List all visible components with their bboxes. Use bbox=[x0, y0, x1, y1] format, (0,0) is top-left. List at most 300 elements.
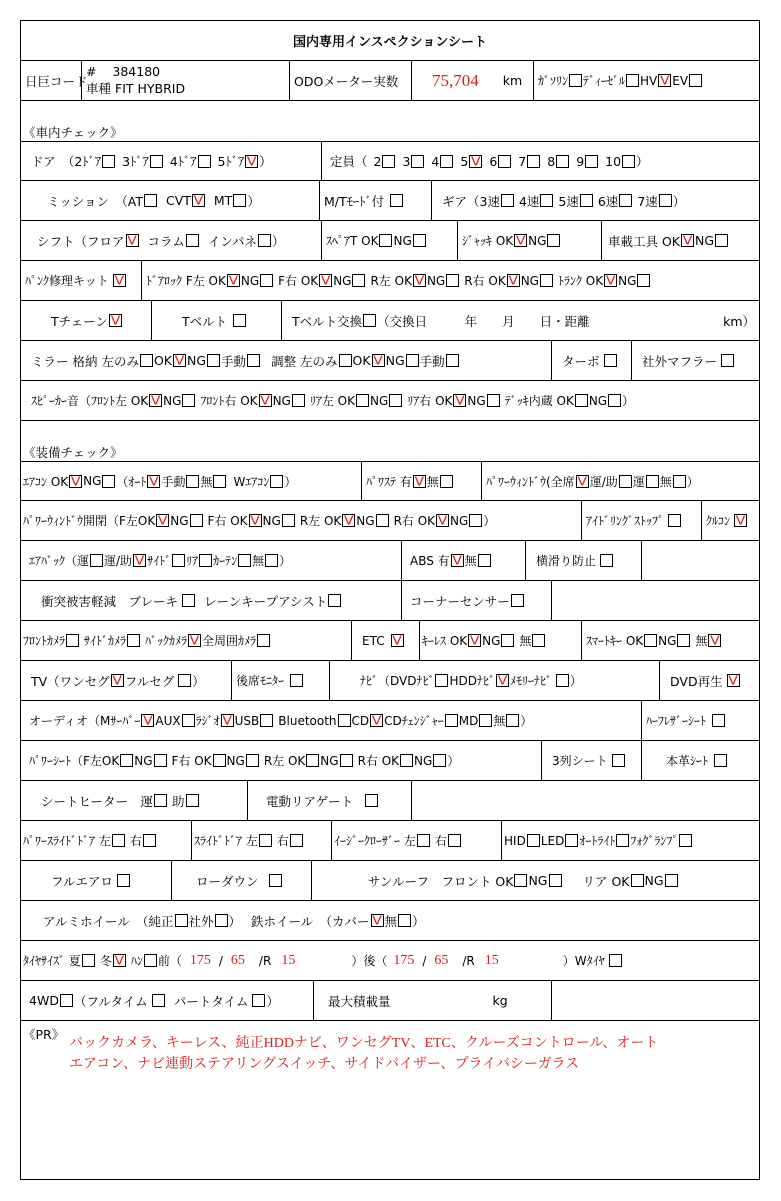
aux-checkbox[interactable] bbox=[182, 714, 195, 727]
hdd-navi-checkbox[interactable] bbox=[496, 674, 509, 687]
front-width-value: 175 bbox=[189, 952, 211, 968]
mirror-fold-ng-checkbox[interactable] bbox=[207, 354, 220, 367]
tv-end: ） bbox=[192, 673, 205, 689]
lock-fr-ng-label: NG bbox=[333, 273, 352, 288]
speaker-rl-ng-checkbox[interactable] bbox=[389, 394, 402, 407]
column-checkbox[interactable] bbox=[186, 234, 199, 247]
idle-stop-checkbox[interactable] bbox=[668, 514, 681, 527]
lock-rl-label: R左 OK bbox=[370, 274, 412, 288]
fourwd-blank bbox=[551, 981, 759, 1020]
lock-rr-ng-label: NG bbox=[520, 273, 539, 288]
trunk-label: ﾄﾗﾝｸ OK bbox=[557, 274, 604, 288]
pseat-fl-ok-checkbox[interactable] bbox=[120, 754, 133, 767]
puncture-kit-label: ﾊﾟﾝｸ修理キット bbox=[25, 274, 109, 288]
pseat-fr-label: F右 OK bbox=[171, 754, 212, 768]
mirror-adjust-manual-checkbox[interactable] bbox=[446, 354, 459, 367]
aircon-none-checkbox[interactable] bbox=[213, 475, 226, 488]
max-load-label: 最大積載量 bbox=[328, 993, 391, 1009]
speaker-fl-ng-checkbox[interactable] bbox=[182, 394, 195, 407]
jack-ok-checkbox[interactable] bbox=[514, 234, 527, 247]
mt-checkbox[interactable] bbox=[233, 194, 246, 207]
pseat-fl-label: ﾊﾟﾜｰｼｰﾄ（F左OK bbox=[29, 754, 120, 768]
t-chain-checkbox[interactable] bbox=[109, 314, 122, 327]
gear-3-checkbox[interactable] bbox=[501, 194, 514, 207]
door-4-checkbox[interactable] bbox=[198, 155, 211, 168]
lock-rl-ng-checkbox[interactable] bbox=[446, 274, 459, 287]
part-time-checkbox[interactable] bbox=[252, 994, 265, 1007]
steel-cover-checkbox[interactable] bbox=[371, 914, 384, 927]
steel-none-label: 無 bbox=[384, 913, 398, 929]
power-window-both-checkbox[interactable] bbox=[619, 475, 632, 488]
lock-fr-ok-checkbox[interactable] bbox=[319, 274, 332, 287]
keyless-label: ｷｰﾚｽ OK bbox=[422, 634, 468, 648]
tire-winter-checkbox[interactable] bbox=[113, 954, 126, 967]
trunk-ok-checkbox[interactable] bbox=[604, 274, 617, 287]
smart-key-label: ｽﾏｰﾄｷｰ OK bbox=[586, 634, 644, 648]
aero-row bbox=[21, 861, 759, 901]
pseat-fr-ok-checkbox[interactable] bbox=[213, 754, 226, 767]
power-slide-left-checkbox[interactable] bbox=[112, 834, 125, 847]
third-row-checkbox[interactable] bbox=[612, 754, 625, 767]
keyless-none-checkbox[interactable] bbox=[532, 634, 545, 647]
cruise-label: ｸﾙｺﾝ bbox=[706, 514, 731, 528]
speaker-rr-ok-checkbox[interactable] bbox=[453, 394, 466, 407]
tools-ng-label: NG bbox=[695, 233, 715, 248]
lock-fl-ng-label: NG bbox=[240, 273, 260, 288]
puncture-kit-checkbox[interactable] bbox=[113, 274, 126, 287]
power-steering-none-checkbox[interactable] bbox=[440, 475, 453, 488]
at-label: ミッション （AT bbox=[47, 193, 143, 209]
pw-fr-ok-checkbox[interactable] bbox=[249, 514, 262, 527]
airbag-side-label: ｻｲﾄﾞ bbox=[147, 554, 172, 568]
smart-key-none-checkbox[interactable] bbox=[708, 634, 721, 647]
power-steering-yes-checkbox[interactable] bbox=[413, 475, 426, 488]
lock-rr-label: R右 OK bbox=[464, 274, 506, 288]
smart-key-ok-checkbox[interactable] bbox=[644, 634, 657, 647]
cd-label: CD bbox=[351, 713, 370, 728]
lock-rr-ok-checkbox[interactable] bbox=[507, 274, 520, 287]
speaker-rr-label: ﾘｱ右 OK bbox=[407, 394, 453, 408]
sheet-title: 国内専用インスペクションシート bbox=[292, 35, 488, 50]
airbag-side-checkbox[interactable] bbox=[172, 554, 185, 567]
sunroof-rear-label: リア OK bbox=[582, 873, 630, 889]
capacity-end: ） bbox=[636, 154, 649, 169]
gear-4-label: 4速 bbox=[518, 193, 540, 209]
capacity-3-checkbox[interactable] bbox=[411, 155, 424, 168]
mt-label: MT bbox=[213, 193, 233, 208]
airbag-rear-checkbox[interactable] bbox=[199, 554, 212, 567]
gear-5-checkbox[interactable] bbox=[580, 194, 593, 207]
radio-checkbox[interactable] bbox=[221, 714, 234, 727]
alloy-aftermarket-label: 社外 bbox=[188, 913, 214, 929]
gear-5-label: 5速 bbox=[558, 193, 579, 209]
half-leather-checkbox[interactable] bbox=[712, 714, 725, 727]
lock-fl-ng-checkbox[interactable] bbox=[260, 274, 273, 287]
front-rim-value: 15 bbox=[281, 952, 296, 968]
spare-ok-checkbox[interactable] bbox=[379, 234, 392, 247]
mirror-adjust-ok-checkbox[interactable] bbox=[372, 354, 385, 367]
power-gate-label: 電動リアゲート bbox=[266, 793, 354, 809]
mirror-fold-ng-label: NG bbox=[187, 353, 207, 368]
power-steering-label: ﾊﾟﾜｽﾃ 有 bbox=[366, 474, 412, 489]
door-4-label: 4ﾄﾞｱ bbox=[169, 154, 197, 169]
at-checkbox[interactable] bbox=[144, 194, 157, 207]
part-time-label: パートタイム bbox=[173, 993, 249, 1009]
capacity-9-checkbox[interactable] bbox=[585, 155, 598, 168]
dvd-play-checkbox[interactable] bbox=[727, 674, 740, 687]
pr-text: バックカメラ、キーレス、純正HDDナビ、ワンセグTV、ETC、クルーズコントロール、オートエアコン、ナビ連動ステアリングスイッチ、サイドバイザー、プライバシーガラス bbox=[69, 1036, 659, 1072]
lock-fr-ng-checkbox[interactable] bbox=[352, 274, 365, 287]
cd-changer-checkbox[interactable] bbox=[445, 714, 458, 727]
tools-ok-checkbox[interactable] bbox=[681, 234, 694, 247]
power-window-driver-label: 運 bbox=[632, 474, 645, 489]
collision-row bbox=[21, 581, 759, 621]
leather-checkbox[interactable] bbox=[714, 754, 727, 767]
capacity-2-label: 2 bbox=[373, 153, 382, 169]
interior-section bbox=[21, 101, 759, 141]
full-aero-label: フルエアロ bbox=[51, 873, 114, 889]
cd-checkbox[interactable] bbox=[370, 714, 383, 727]
capacity-8-checkbox[interactable] bbox=[556, 155, 569, 168]
hv-checkbox[interactable] bbox=[658, 74, 671, 87]
rear-monitor-checkbox[interactable] bbox=[290, 674, 303, 687]
pw-rr-ok-checkbox[interactable] bbox=[436, 514, 449, 527]
mirror-fold-manual-checkbox[interactable] bbox=[247, 354, 260, 367]
airbag-end: ） bbox=[279, 554, 292, 568]
power-window-driver-checkbox[interactable] bbox=[646, 475, 659, 488]
easy-closer-left-checkbox[interactable] bbox=[417, 834, 430, 847]
capacity-7-label: 7 bbox=[518, 153, 527, 169]
mirror-adjust-left-checkbox[interactable] bbox=[339, 354, 352, 367]
capacity-9-label: 9 bbox=[576, 153, 585, 169]
fullseg-checkbox[interactable] bbox=[178, 674, 191, 687]
power-seat-row bbox=[21, 741, 759, 781]
speaker-fr-ng-checkbox[interactable] bbox=[292, 394, 305, 407]
easy-closer-right-label: 右 bbox=[434, 834, 447, 848]
mission-row bbox=[21, 181, 759, 221]
capacity-5-label: 5 bbox=[460, 153, 469, 169]
oneseg-label: TV（ワンセグ bbox=[31, 673, 110, 689]
mirror-fold-left-checkbox[interactable] bbox=[140, 354, 153, 367]
jack-ng-checkbox[interactable] bbox=[547, 234, 560, 247]
easy-closer-right-checkbox[interactable] bbox=[448, 834, 461, 847]
rear-rim-label: /R bbox=[462, 953, 475, 968]
pseat-end: ） bbox=[447, 754, 460, 768]
camera-row bbox=[21, 621, 759, 661]
steel-cover-label: 鉄ホイール （カバー bbox=[251, 913, 370, 929]
fourwd-checkbox[interactable] bbox=[60, 994, 73, 1007]
gear-end: ） bbox=[672, 193, 686, 209]
speaker-fr-ng-label: NG bbox=[272, 393, 291, 408]
capacity-4-label: 4 bbox=[431, 153, 440, 169]
pw-rr-ng-checkbox[interactable] bbox=[469, 514, 482, 527]
speaker-fl-ok-checkbox[interactable] bbox=[149, 394, 162, 407]
side-camera-checkbox[interactable] bbox=[127, 634, 140, 647]
alloy-end: ） bbox=[228, 913, 242, 929]
slide-right-checkbox[interactable] bbox=[290, 834, 303, 847]
speaker-rl-ok-checkbox[interactable] bbox=[356, 394, 369, 407]
speaker-rl-ng-label: NG bbox=[369, 393, 389, 408]
side-camera-label: ｻｲﾄﾞｶﾒﾗ bbox=[84, 634, 127, 648]
gear-4-checkbox[interactable] bbox=[540, 194, 553, 207]
airbag-curtain-checkbox[interactable] bbox=[238, 554, 251, 567]
capacity-10-checkbox[interactable] bbox=[622, 155, 635, 168]
pseat-rr-ng-label: NG bbox=[414, 753, 433, 768]
front-camera-checkbox[interactable] bbox=[66, 634, 79, 647]
gear-6-label: 6速 bbox=[597, 193, 619, 209]
fullseg-label: フルセグ bbox=[124, 673, 175, 689]
lane-keep-checkbox[interactable] bbox=[328, 594, 341, 607]
steel-none-checkbox[interactable] bbox=[398, 914, 411, 927]
pw-fl-ng-label: NG bbox=[170, 513, 189, 528]
mt-mode-label: M/Tﾓｰﾄﾞ付 bbox=[324, 193, 385, 209]
diesel-checkbox[interactable] bbox=[626, 74, 639, 87]
heater-passenger-checkbox[interactable] bbox=[186, 794, 199, 807]
capacity-2-checkbox[interactable] bbox=[382, 155, 395, 168]
skid-label: 横滑り防止 bbox=[536, 554, 597, 568]
hdd-navi-label: HDDﾅﾋﾞ bbox=[449, 674, 495, 688]
slide-left-checkbox[interactable] bbox=[259, 834, 272, 847]
heater-driver-label: シートヒーター 運 bbox=[41, 793, 154, 809]
lock-rr-ng-checkbox[interactable] bbox=[540, 274, 553, 287]
pw-fr-label: F右 OK bbox=[207, 514, 248, 528]
aircon-manual-label: 手動 bbox=[161, 474, 186, 489]
sunroof-front-ng-checkbox[interactable] bbox=[549, 874, 562, 887]
alloy-genuine-label: アルミホイール （純正 bbox=[43, 913, 174, 929]
inpane-checkbox[interactable] bbox=[258, 234, 271, 247]
fog-checkbox[interactable] bbox=[679, 834, 692, 847]
around-camera-checkbox[interactable] bbox=[257, 634, 270, 647]
collision-brake-checkbox[interactable] bbox=[182, 594, 195, 607]
sunroof-front-ng-label: NG bbox=[528, 873, 548, 888]
mirror-fold-ok-checkbox[interactable] bbox=[173, 354, 186, 367]
audio-none-checkbox[interactable] bbox=[506, 714, 519, 727]
mirror-adjust-ng-checkbox[interactable] bbox=[406, 354, 419, 367]
w-aircon-checkbox[interactable] bbox=[270, 475, 283, 488]
navi-end: ） bbox=[570, 674, 583, 688]
aircon-ok-checkbox[interactable] bbox=[69, 475, 82, 488]
floor-checkbox[interactable] bbox=[126, 234, 139, 247]
turbo-checkbox[interactable] bbox=[604, 354, 617, 367]
airbag-none-label: 無 bbox=[252, 554, 265, 568]
pseat-fr-ng-label: NG bbox=[226, 753, 245, 768]
aircon-ok-label: ｴｱｺﾝ OK bbox=[23, 474, 69, 489]
t-belt-label: Tベルト bbox=[182, 313, 228, 329]
md-checkbox[interactable] bbox=[479, 714, 492, 727]
pseat-rl-label: R左 OK bbox=[263, 754, 306, 768]
rear-tire-label: ）後（ bbox=[351, 954, 388, 968]
pseat-fr-ng-checkbox[interactable] bbox=[246, 754, 259, 767]
speaker-row bbox=[21, 381, 759, 421]
pw-fl-ng-checkbox[interactable] bbox=[190, 514, 203, 527]
door-5-checkbox[interactable] bbox=[245, 155, 258, 168]
corner-sensor-checkbox[interactable] bbox=[511, 594, 524, 607]
airbag-none-checkbox[interactable] bbox=[265, 554, 278, 567]
lock-rl-ok-checkbox[interactable] bbox=[413, 274, 426, 287]
exchange-detail: （交換日 年 月 日・距離 bbox=[377, 313, 590, 329]
jack-ng-label: NG bbox=[528, 233, 547, 248]
collision-brake-label: 衝突被害軽減 ブレーキ bbox=[41, 593, 179, 609]
mirror-row bbox=[21, 341, 759, 381]
wheel-row bbox=[21, 901, 759, 941]
t-belt-checkbox[interactable] bbox=[233, 314, 246, 327]
audio-end: ） bbox=[520, 714, 533, 728]
door-3-checkbox[interactable] bbox=[150, 155, 163, 168]
fourwd-end: ） bbox=[266, 993, 279, 1009]
gear-6-checkbox[interactable] bbox=[619, 194, 632, 207]
oneseg-checkbox[interactable] bbox=[111, 674, 124, 687]
equipment-section bbox=[21, 421, 759, 461]
spare-ng-checkbox[interactable] bbox=[413, 234, 426, 247]
header-row bbox=[21, 61, 759, 101]
lock-fl-label: ﾄﾞｱﾛｯｸ F左 OK bbox=[146, 274, 226, 288]
skid-checkbox[interactable] bbox=[600, 554, 613, 567]
t-belt-exchange-checkbox[interactable] bbox=[363, 314, 376, 327]
aircon-ng-checkbox[interactable] bbox=[102, 475, 115, 488]
capacity-4-checkbox[interactable] bbox=[440, 155, 453, 168]
hid-checkbox[interactable] bbox=[527, 834, 540, 847]
airbag-driver-checkbox[interactable] bbox=[90, 554, 103, 567]
pseat-rl-ng-checkbox[interactable] bbox=[340, 754, 353, 767]
power-window-none-checkbox[interactable] bbox=[673, 475, 686, 488]
sunroof-rear-ok-checkbox[interactable] bbox=[631, 874, 644, 887]
pseat-rl-ok-checkbox[interactable] bbox=[306, 754, 319, 767]
mt-mode-checkbox[interactable] bbox=[390, 194, 403, 207]
pseat-rr-ok-checkbox[interactable] bbox=[400, 754, 413, 767]
pseat-rr-ng-checkbox[interactable] bbox=[433, 754, 446, 767]
abs-none-checkbox[interactable] bbox=[478, 554, 491, 567]
speaker-rr-ng-checkbox[interactable] bbox=[487, 394, 500, 407]
pw-rl-label: R左 OK bbox=[299, 514, 342, 528]
leather-label: 本革ｼｰﾄ bbox=[666, 754, 709, 768]
lowdown-checkbox[interactable] bbox=[269, 874, 282, 887]
w-tire-checkbox[interactable] bbox=[609, 954, 622, 967]
speaker-fr-ok-checkbox[interactable] bbox=[259, 394, 272, 407]
speaker-fl-label: ｽﾋﾟｰｶｰ音（ﾌﾛﾝﾄ左 OK bbox=[31, 394, 149, 408]
title-row bbox=[21, 21, 759, 61]
power-gate-checkbox[interactable] bbox=[365, 794, 378, 807]
capacity-8-label: 8 bbox=[547, 153, 556, 169]
aircon-manual-checkbox[interactable] bbox=[186, 475, 199, 488]
full-aero-checkbox[interactable] bbox=[117, 874, 130, 887]
speaker-deck-ng-checkbox[interactable] bbox=[608, 394, 621, 407]
usb-label: USB bbox=[234, 713, 260, 728]
max-load-unit: kg bbox=[492, 993, 508, 1008]
m-server-checkbox[interactable] bbox=[141, 714, 154, 727]
keyless-ok-checkbox[interactable] bbox=[468, 634, 481, 647]
slide-right-label: 右 bbox=[276, 834, 289, 848]
heater-driver-checkbox[interactable] bbox=[154, 794, 167, 807]
gasoline-checkbox[interactable] bbox=[569, 74, 582, 87]
mirror-adjust-ok-label: OK bbox=[352, 353, 371, 368]
rear-width-value: 175 bbox=[393, 952, 415, 968]
hash-label: # bbox=[86, 64, 97, 79]
cruise-checkbox[interactable] bbox=[734, 514, 747, 527]
gear-7-checkbox[interactable] bbox=[659, 194, 672, 207]
sunroof-front-ok-checkbox[interactable] bbox=[514, 874, 527, 887]
full-time-checkbox[interactable] bbox=[152, 994, 165, 1007]
sunroof-front-label: サンルーフ フロント OK bbox=[368, 873, 514, 889]
capacity-6-checkbox[interactable] bbox=[498, 155, 511, 168]
pseat-fl-ng-checkbox[interactable] bbox=[154, 754, 167, 767]
corner-sensor-label: コーナーセンサー bbox=[410, 593, 510, 609]
aircon-auto-checkbox[interactable] bbox=[147, 475, 160, 488]
front-tire-label: 前（ bbox=[157, 954, 182, 968]
door-lock-row bbox=[21, 261, 759, 301]
capacity-10-label: 10 bbox=[605, 153, 622, 169]
pw-rr-label: R右 OK bbox=[393, 514, 436, 528]
tire-half-label: ﾊﾝ bbox=[130, 954, 143, 968]
capacity-7-checkbox[interactable] bbox=[527, 155, 540, 168]
cvt-label: CVT bbox=[165, 193, 191, 208]
around-camera-label: 全周囲ｶﾒﾗ bbox=[202, 634, 257, 648]
autolight-checkbox[interactable] bbox=[616, 834, 629, 847]
speaker-deck-ok-checkbox[interactable] bbox=[575, 394, 588, 407]
lock-fl-ok-checkbox[interactable] bbox=[227, 274, 240, 287]
alloy-genuine-checkbox[interactable] bbox=[175, 914, 188, 927]
airbag-blank bbox=[641, 541, 759, 580]
door-2-label: ドア （2ﾄﾞｱ bbox=[31, 154, 102, 169]
collision-blank bbox=[551, 581, 759, 620]
airbag-both-checkbox[interactable] bbox=[133, 554, 146, 567]
usb-checkbox[interactable] bbox=[260, 714, 273, 727]
tire-summer-label: ﾀｲﾔｻｲｽﾞ 夏 bbox=[23, 954, 81, 968]
bluetooth-checkbox[interactable] bbox=[338, 714, 351, 727]
smart-key-ng-checkbox[interactable] bbox=[677, 634, 690, 647]
tire-summer-checkbox[interactable] bbox=[82, 954, 95, 967]
power-window-all-checkbox[interactable] bbox=[576, 475, 589, 488]
t-belt-exchange-label: Tベルト交換 bbox=[292, 313, 363, 329]
lowdown-label: ローダウン bbox=[196, 873, 259, 889]
trunk-ng-checkbox[interactable] bbox=[637, 274, 650, 287]
muffler-label: 社外マフラー bbox=[642, 353, 718, 369]
abs-yes-checkbox[interactable] bbox=[451, 554, 464, 567]
door-2-checkbox[interactable] bbox=[102, 155, 115, 168]
sunroof-rear-ng-label: NG bbox=[644, 873, 664, 888]
front-slash: / bbox=[218, 953, 223, 968]
pw-fr-ng-checkbox[interactable] bbox=[282, 514, 295, 527]
back-camera-checkbox[interactable] bbox=[188, 634, 201, 647]
pw-rl-ng-checkbox[interactable] bbox=[376, 514, 389, 527]
smart-key-none-label: 無 bbox=[695, 634, 708, 648]
speaker-fl-ng-label: NG bbox=[163, 393, 182, 408]
pw-rl-ok-checkbox[interactable] bbox=[342, 514, 355, 527]
muffler-checkbox[interactable] bbox=[721, 354, 734, 367]
power-steering-none-label: 無 bbox=[426, 474, 439, 489]
spare-ng-label: NG bbox=[393, 233, 412, 248]
pw-fl-ok-checkbox[interactable] bbox=[156, 514, 169, 527]
tire-half-checkbox[interactable] bbox=[144, 954, 157, 967]
pw-end: ） bbox=[483, 514, 496, 528]
tools-ng-checkbox[interactable] bbox=[715, 234, 728, 247]
odo-label: ODOメーター実数 bbox=[294, 73, 399, 89]
jack-label: ｼﾞｬｯｷ OK bbox=[462, 234, 514, 248]
alloy-aftermarket-checkbox[interactable] bbox=[215, 914, 228, 927]
ev-checkbox[interactable] bbox=[689, 74, 702, 87]
led-checkbox[interactable] bbox=[565, 834, 578, 847]
memory-navi-checkbox[interactable] bbox=[556, 674, 569, 687]
keyless-ng-checkbox[interactable] bbox=[501, 634, 514, 647]
dvd-navi-checkbox[interactable] bbox=[435, 674, 448, 687]
abs-label: ABS 有 bbox=[410, 554, 450, 568]
pw-fl-label: ﾊﾟﾜｰｳｨﾝﾄﾞｳ開閉（F左OK bbox=[23, 514, 156, 528]
pw-fr-ng-label: NG bbox=[262, 513, 281, 528]
capacity-5-checkbox[interactable] bbox=[469, 155, 482, 168]
sunroof-rear-ng-checkbox[interactable] bbox=[665, 874, 678, 887]
cvt-checkbox[interactable] bbox=[192, 194, 205, 207]
power-slide-right-checkbox[interactable] bbox=[143, 834, 156, 847]
etc-checkbox[interactable] bbox=[391, 634, 404, 647]
